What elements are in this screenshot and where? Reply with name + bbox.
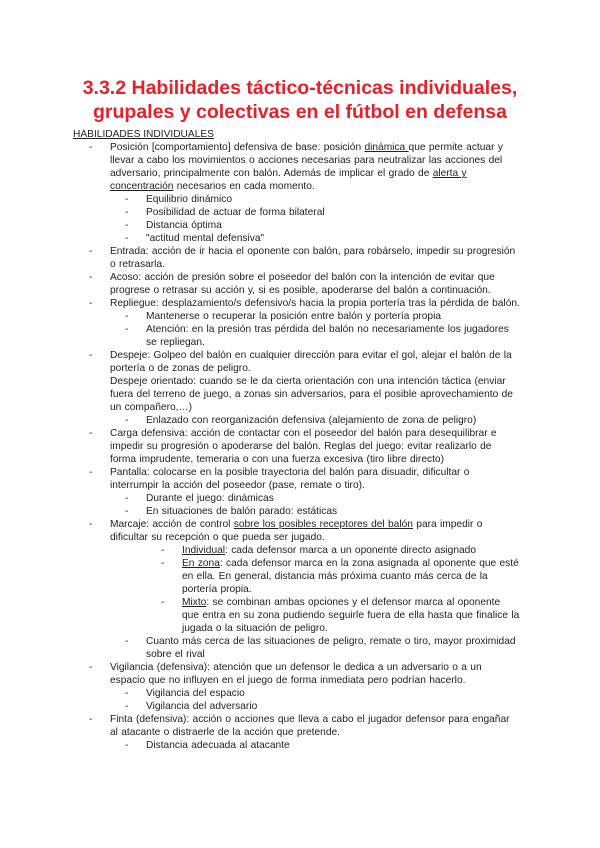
sub-item: - Enlazado con reorganización defensiva (alejamiento de zona de peligro) (125, 415, 477, 426)
list-item-despeje: - Despeje: Golpeo del balón en cualquier dirección para evitar el gol, alejar el balón de la portería o de zonas de peligro. (89, 350, 512, 374)
list-item-vigilancia: - Vigilancia (defensiva): atención que un defensor le dedica a un adversario o a un espacio que no influyen en el juego de forma inmediata pero podrían hacerlo. (89, 662, 482, 686)
list-item-acoso: - Acoso: acción de presión sobre el poseedor del balón con la intención de evitar que progrese o retrasar su acción y, si es posible, apoderarse del balón a continuación. (89, 272, 495, 296)
title-line-1: 3.3.2 Habilidades táctico-técnicas individuales, (82, 77, 518, 99)
sub-item: - Cuanto más cerca de las situaciones de peligro, remate o tiro, mayor proximidad sobre el rival (125, 636, 516, 660)
list-item-posicion: - Posición [comportamiento] defensiva de base: posición dinámica que permite actuar y llevar a cabo los movimientos o acciones necesarias para neutralizar las acciones del adversario, principalmente con balón. Además de implicar el grado de alerta y concentración necesarios en cada momento. (89, 142, 503, 192)
sub-item: - "actitud mental defensiva" (125, 233, 265, 244)
sub-item: - Distancia óptima (125, 220, 222, 231)
section-heading: HABILIDADES INDIVIDUALES (73, 129, 214, 140)
sub-item: - Distancia adecuada al atacante (125, 740, 290, 751)
paragraph-despeje-orientado: Despeje orientado: cuando se le da cierta orientación con una intención táctica (enviar fuera del terreno de juego, a zonas sin adversarios, para el posible aprovechamiento de un compañero,…) (110, 376, 513, 413)
sub-item-individual: - Individual: cada defensor marca a un oponente directo asignado (161, 545, 476, 556)
bullet-dash: - (89, 142, 93, 153)
underlined-term: sobre los posibles receptores del balón (233, 519, 413, 530)
sub-item: - Equilibrio dinámico (125, 194, 233, 205)
sub-item-zona: - En zona: cada defensor marca en la zona asignada al oponente que esté en ella. En general, distancia más próxima cuanto más cerca de la portería propia. (161, 558, 519, 595)
sub-item: - Posibilidad de actuar de forma bilateral (125, 207, 325, 218)
list-item-entrada: - Entrada: acción de ir hacia el oponente con balón, para robárselo, impedir su progresión o retrasarla. (89, 246, 516, 270)
sub-item: - Mantenerse o recuperar la posición entre balón y portería propia (125, 311, 442, 322)
document-body (0, 141, 600, 752)
sub-item-mixto: - Mixto: se combinan ambas opciones y el defensor marca al oponente que entra en su zona pudiendo seguirle fuera de ella hasta que finalice la jugada o la situación de peligro. (161, 597, 520, 634)
sub-item: - En situaciones de balón parado: estáticas (125, 506, 338, 517)
sub-item: - Vigilancia del espacio (125, 688, 245, 699)
page-title (40, 76, 560, 124)
underlined-term: dinámica (364, 142, 409, 153)
list-item-finta: - Finta (defensiva): acción o acciones que lleva a cabo el jugador defensor para engañar al atacante o distraerle de la acción que pretende. (89, 714, 510, 738)
list-item-repliegue: - Repliegue: desplazamiento/s defensivo/s hacia la propia portería tras la pérdida de balón. (89, 298, 520, 309)
list-item-pantalla: - Pantalla: colocarse en la posible trayectoria del balón para disuadir, dificultar o interrumpir la acción del poseedor (pase, remate o tiro). (89, 467, 470, 491)
underlined-term: alerta y concentración (110, 168, 467, 192)
list-item-carga: - Carga defensiva: acción de contactar con el poseedor del balón para desequilibrar e impedir su progresión o apoderarse del balón. Reglas del juego: evitar realizarlo de forma imprudente, temeraria o con una fuerza excesiva (tiro libre directo) (89, 428, 497, 465)
list-item-marcaje: - Marcaje: acción de control sobre los posibles receptores del balón para impedir o dificultar su recepción o que pueda ser jugado. (89, 519, 483, 543)
title-line-2: grupales y colectivas en el fútbol en defensa (93, 101, 507, 123)
sub-item: - Durante el juego: dinámicas (125, 493, 274, 504)
sub-item: - Vigilancia del adversario (125, 701, 258, 712)
sub-item: - Atención: en la presión tras pérdida del balón no necesariamente los jugadores se repliegan. (125, 324, 509, 348)
